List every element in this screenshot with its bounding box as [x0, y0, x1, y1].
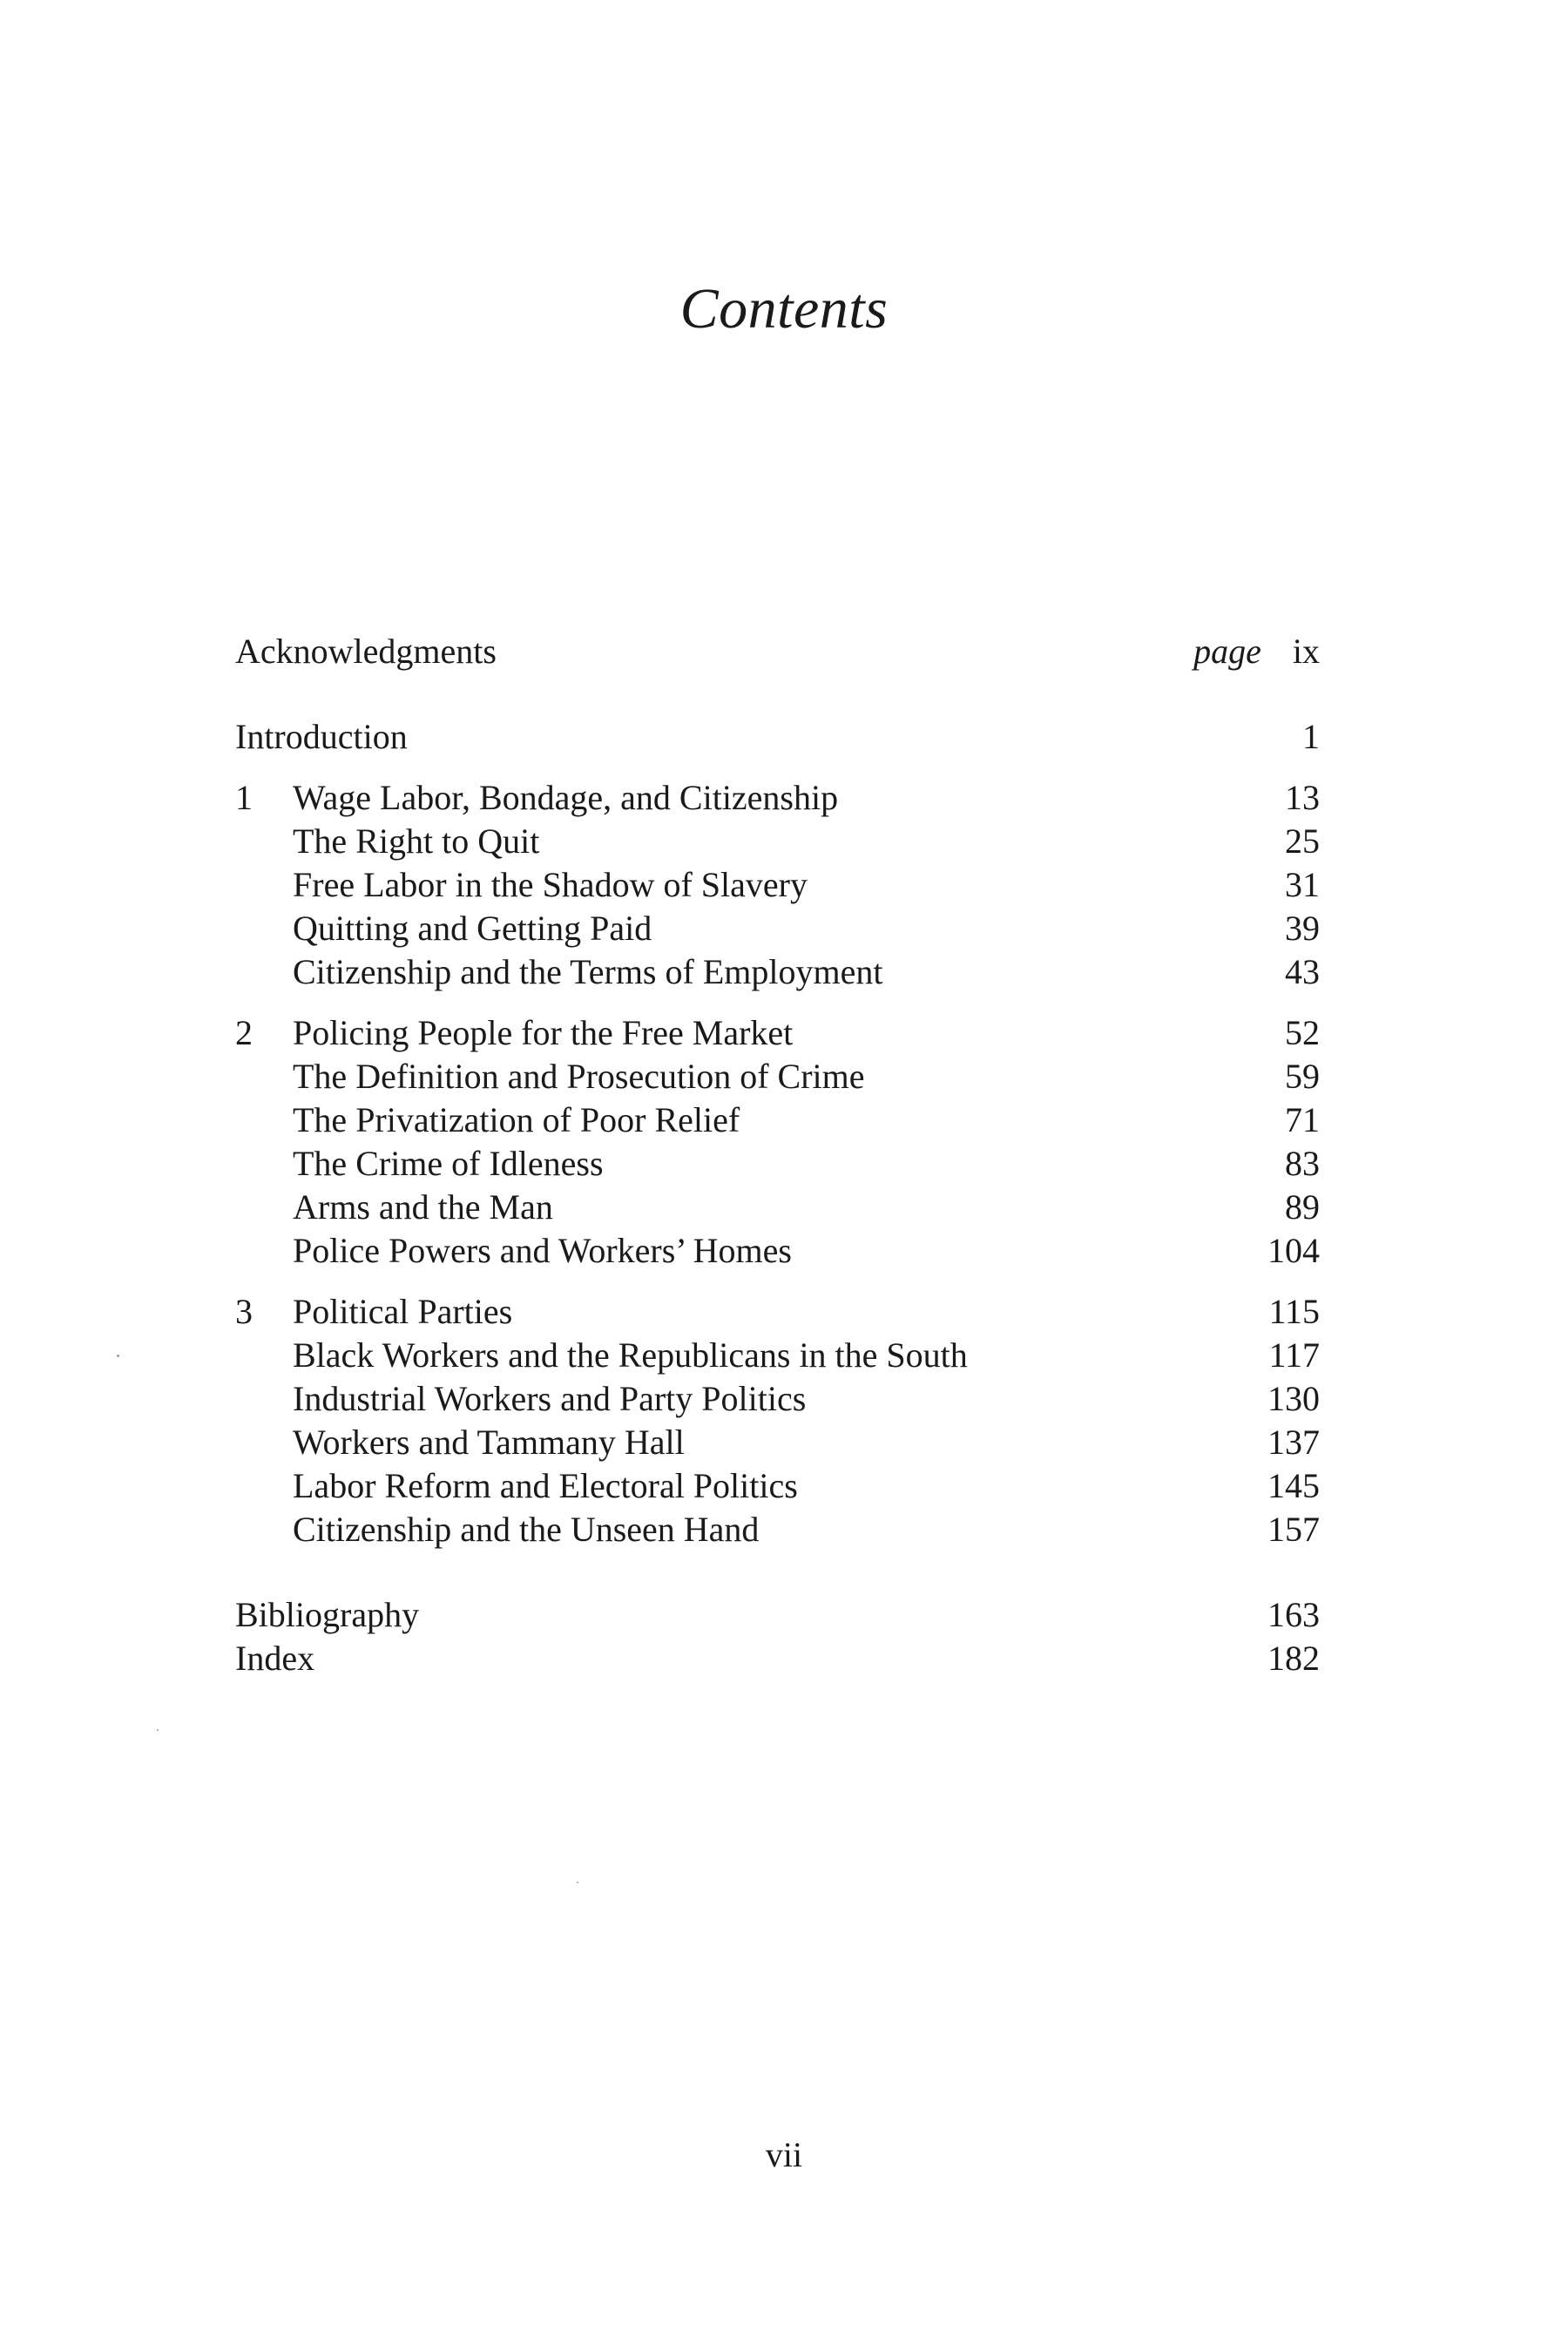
- toc-section: [235, 1228, 1320, 1274]
- toc-entry-page: 117: [1268, 1335, 1320, 1375]
- toc-section: [235, 906, 1320, 951]
- toc-entry-page: 13: [1285, 778, 1320, 817]
- toc-entry-page: 25: [1285, 821, 1320, 861]
- toc-entry-acknowledgments: [235, 629, 1320, 674]
- page-prefix: page: [1193, 632, 1261, 671]
- toc-entry-label: Citizenship and the Terms of Employment: [293, 952, 883, 991]
- toc-entry-label: Citizenship and the Unseen Hand: [293, 1510, 760, 1549]
- toc-chapter-2: [235, 1010, 1320, 1056]
- toc-section: [235, 1420, 1320, 1465]
- toc-entry-page: 43: [1285, 952, 1320, 991]
- page-number: vii: [765, 2135, 803, 2174]
- scan-speck: [117, 1355, 119, 1357]
- toc-entry-page: [1193, 629, 1320, 674]
- toc-entry-label: Arms and the Man: [293, 1187, 553, 1227]
- scan-speck: [577, 1882, 578, 1883]
- toc-section: [235, 1141, 1320, 1186]
- toc-entry-page: 182: [1267, 1639, 1320, 1678]
- toc-entry-page: 39: [1285, 909, 1320, 948]
- toc-entry-label: Introduction: [235, 717, 408, 756]
- toc-entry-label: Political Parties: [293, 1292, 513, 1331]
- toc-chapter-1: [235, 775, 1320, 821]
- toc-entry-page: 71: [1285, 1100, 1320, 1139]
- toc-section: [235, 819, 1320, 864]
- toc-entry-label: Labor Reform and Electoral Politics: [293, 1466, 798, 1505]
- toc-section: [235, 1463, 1320, 1509]
- toc-entry-page: 31: [1285, 865, 1320, 904]
- scan-speck: [157, 1729, 159, 1731]
- toc-entry-label: Free Labor in the Shadow of Slavery: [293, 865, 808, 904]
- toc-entry-label: Bibliography: [235, 1595, 420, 1634]
- toc-section: [235, 1333, 1320, 1378]
- toc-chapter-3: [235, 1289, 1320, 1335]
- toc-entry-bibliography: [235, 1592, 1320, 1638]
- toc-entry-label: Wage Labor, Bondage, and Citizenship: [293, 778, 839, 817]
- toc-entry-page: 83: [1285, 1144, 1320, 1183]
- toc-section: [235, 1054, 1320, 1099]
- toc-entry-page: 130: [1267, 1379, 1320, 1418]
- toc-section: [235, 1098, 1320, 1143]
- toc-page-number: ix: [1292, 632, 1320, 671]
- toc-entry-page: 104: [1267, 1231, 1320, 1270]
- toc-entry-label: The Crime of Idleness: [293, 1144, 604, 1183]
- toc-entry-label: The Privatization of Poor Relief: [293, 1100, 740, 1139]
- toc-entry-page: 52: [1285, 1013, 1320, 1052]
- toc-section: [235, 1376, 1320, 1422]
- chapter-number: 2: [235, 1013, 253, 1052]
- chapter-number: 3: [235, 1292, 253, 1331]
- toc-entry-label: Industrial Workers and Party Politics: [293, 1379, 807, 1418]
- toc-entry-page: 145: [1267, 1466, 1320, 1505]
- toc-entry-page: 137: [1267, 1423, 1320, 1462]
- toc-entry-label: The Definition and Prosecution of Crime: [293, 1057, 865, 1096]
- toc-entry-introduction: [235, 714, 1320, 760]
- toc-entry-label: Police Powers and Workers’ Homes: [293, 1231, 792, 1270]
- toc-entry-page: 59: [1285, 1057, 1320, 1096]
- page-title: Contents: [679, 277, 889, 341]
- toc-entry-page: 115: [1268, 1292, 1320, 1331]
- toc-entry-label: Policing People for the Free Market: [293, 1013, 794, 1052]
- toc-section: [235, 1185, 1320, 1230]
- toc-entry-page: 163: [1267, 1595, 1320, 1634]
- toc-entry-page: 1: [1302, 717, 1320, 756]
- toc-entry-label: Workers and Tammany Hall: [293, 1423, 685, 1462]
- toc-entry-page: 89: [1285, 1187, 1320, 1227]
- toc-entry-label: The Right to Quit: [293, 821, 540, 861]
- toc-entry-label: Quitting and Getting Paid: [293, 909, 652, 948]
- toc-section: [235, 862, 1320, 908]
- toc-entry-page: 157: [1267, 1510, 1320, 1549]
- chapter-number: 1: [235, 778, 253, 817]
- toc-section: [235, 1507, 1320, 1552]
- toc-entry-label: Index: [235, 1639, 315, 1678]
- toc-section: [235, 950, 1320, 995]
- toc-entry-label: Acknowledgments: [235, 632, 497, 671]
- toc-entry-index: [235, 1636, 1320, 1681]
- toc-entry-label: Black Workers and the Republicans in the South: [293, 1335, 968, 1375]
